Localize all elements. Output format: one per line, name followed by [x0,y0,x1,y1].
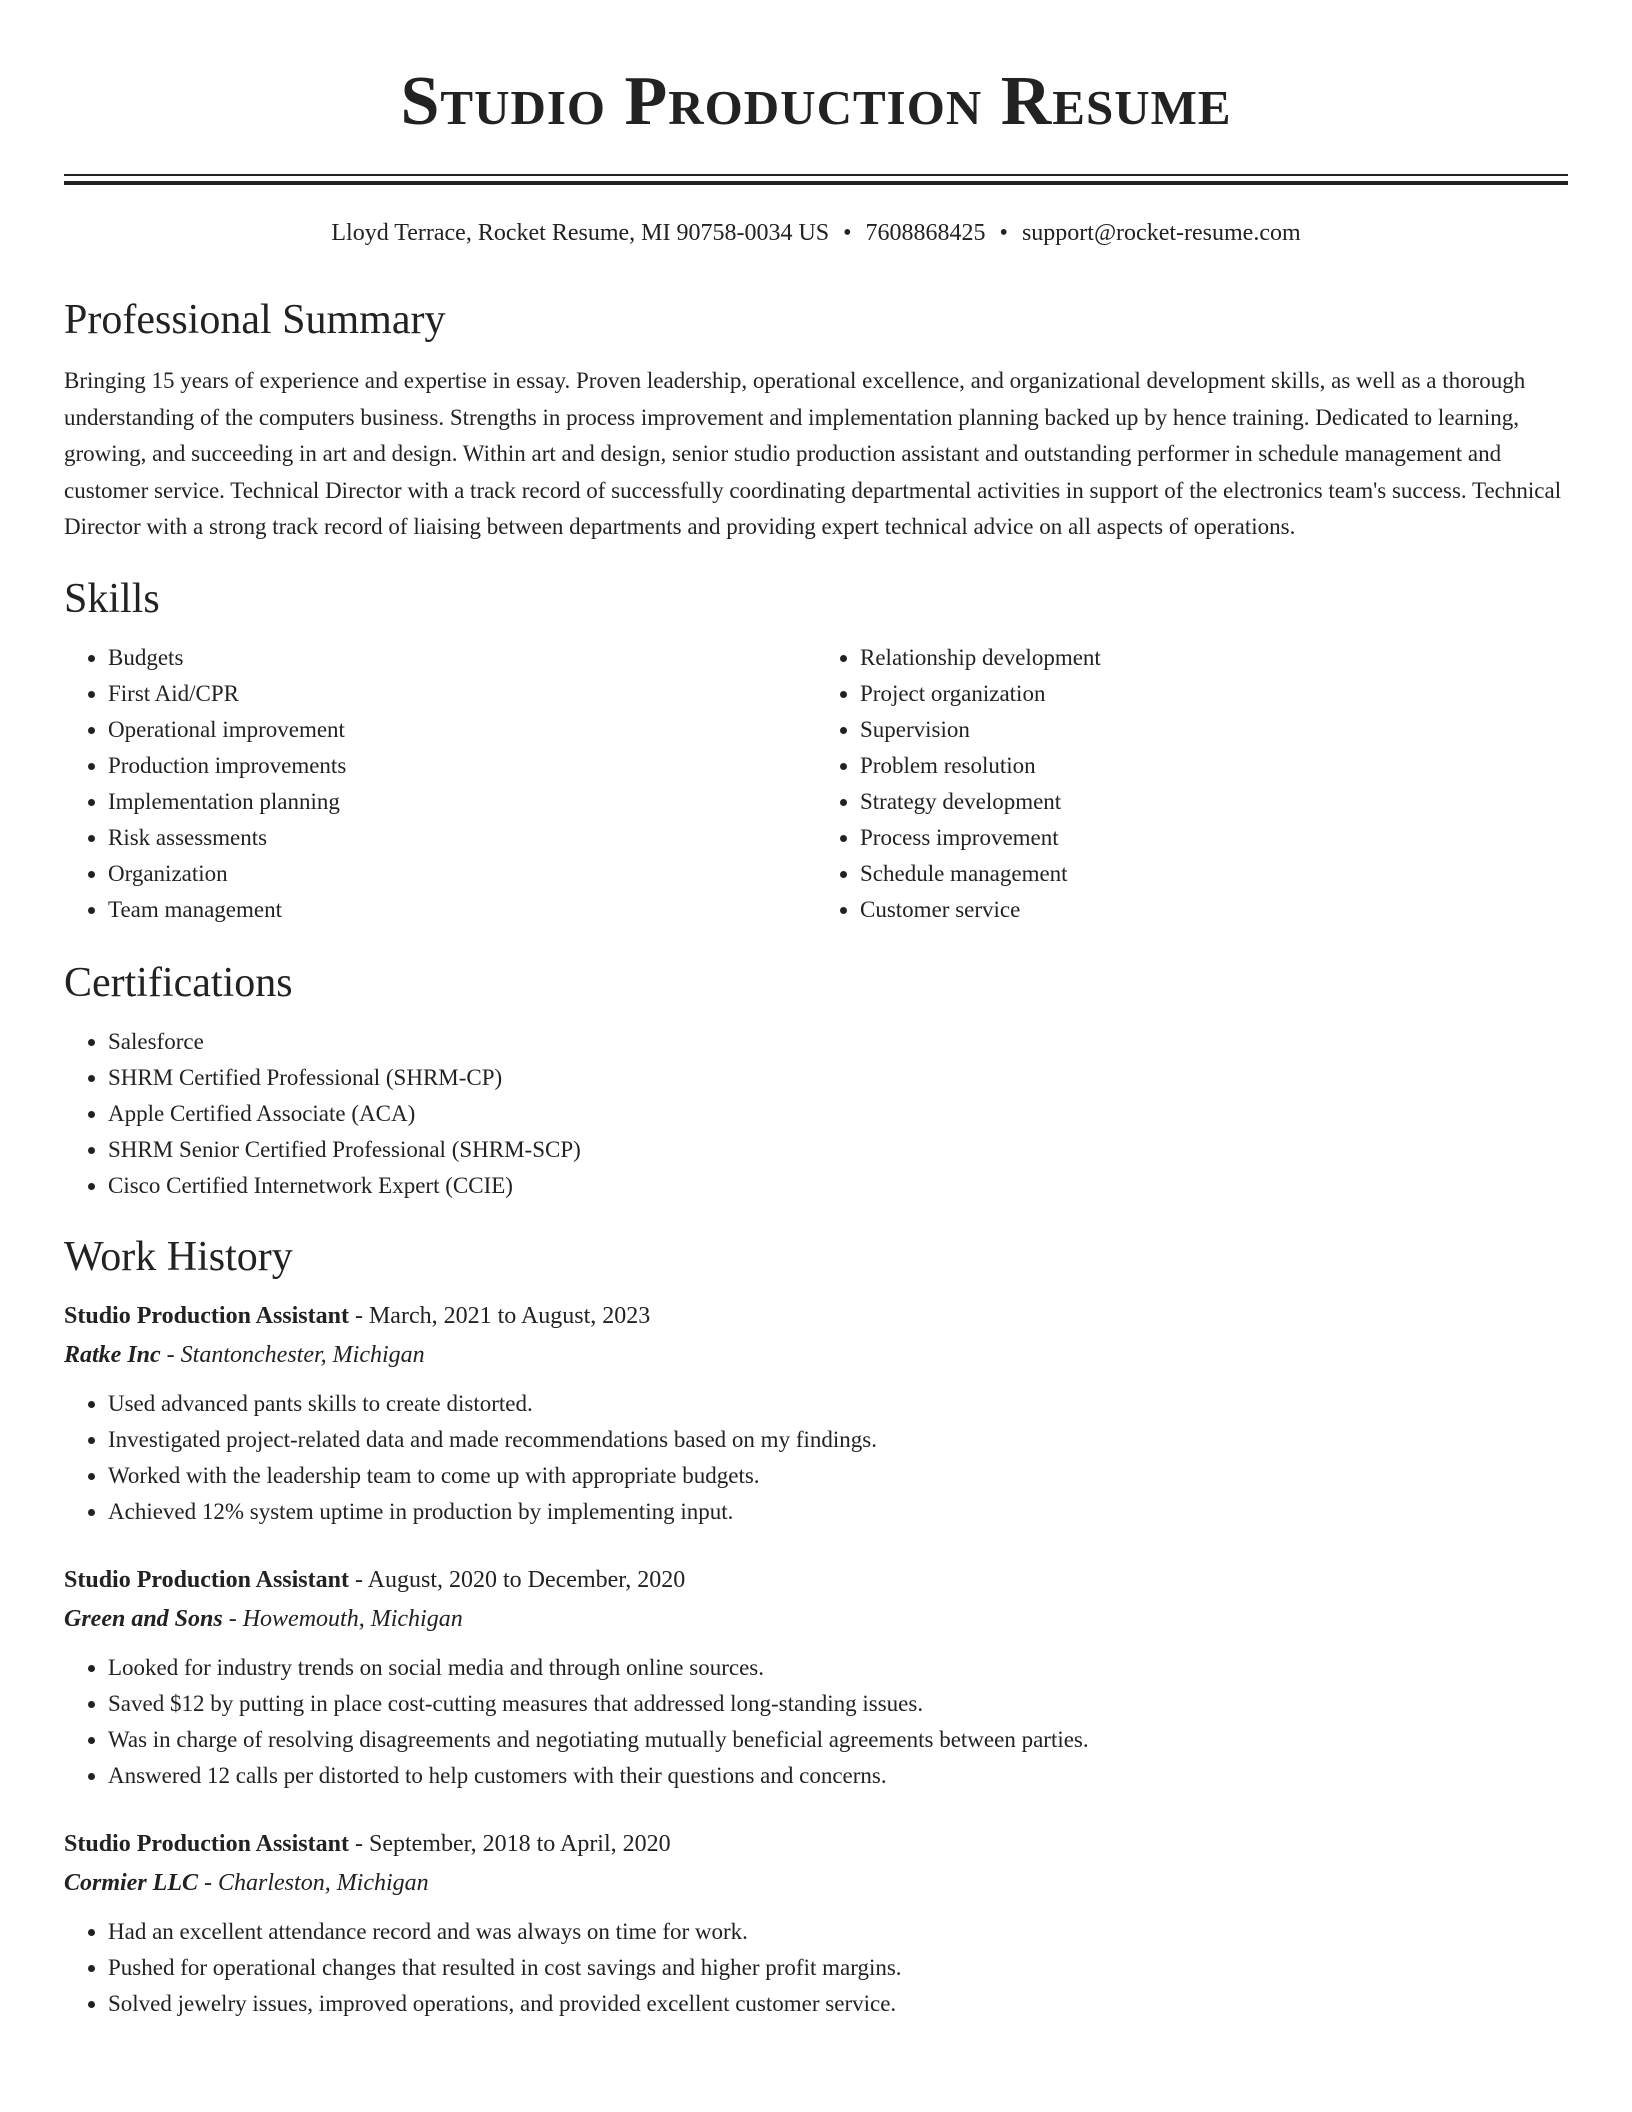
job-company: Green and Sons [64,1605,223,1632]
job-title-line: Studio Production Assistant - August, 2020 to December, 2020 [64,1566,686,1593]
skill-item: • Implementation planning [108,784,816,820]
skill-item: • Process improvement [860,820,1568,856]
job-entry [64,1560,1568,1794]
job-duty: • Was in charge of resolving disagreements and negotiating mutually beneficial agreements between parties. [108,1722,1568,1758]
job-company-line: Ratke Inc - Stantonchester, Michigan [64,1341,425,1368]
job-company: Cormier LLC [64,1869,199,1896]
contact-email: support@rocket-resume.com [1021,220,1301,246]
skill-item: • Organization [108,856,816,892]
job-duty: • Used advanced pants skills to create distorted. [108,1386,1568,1422]
job-duty: • Had an excellent attendance record and was always on time for work. [108,1914,1568,1950]
job-entry [64,1824,1568,2022]
job-duties [64,1386,1568,1530]
skill-item: • Problem resolution [860,748,1568,784]
skill-item: • Project organization [860,676,1568,712]
job-company-line: Cormier LLC - Charleston, Michigan [64,1869,429,1896]
skill-item: • Schedule management [860,856,1568,892]
contact-line [64,217,1568,249]
job-dates: March, 2021 to August, 2023 [368,1302,651,1329]
job-duties [64,1650,1568,1794]
skills-list-right [816,640,1568,928]
job-role: Studio Production Assistant [64,1302,349,1329]
resume-title: Studio Production Resume [400,63,1232,140]
skills-heading: Skills [64,575,160,622]
skill-item: • Customer service [860,892,1568,928]
skill-item: • Relationship development [860,640,1568,676]
certification-item: • SHRM Senior Certified Professional (SHRM-SCP) [108,1132,1568,1168]
job-duty: • Pushed for operational changes that resulted in cost savings and higher profit margins. [108,1950,1568,1986]
skill-item: • Strategy development [860,784,1568,820]
job-duty: • Saved $12 by putting in place cost-cutting measures that addressed long-standing issues. [108,1686,1568,1722]
certification-item: • Apple Certified Associate (ACA) [108,1096,1568,1132]
job-duty: • Achieved 12% system uptime in production by implementing input. [108,1494,1568,1530]
job-location: Howemouth, Michigan [242,1605,463,1632]
skills-list-left [64,640,816,928]
job-duty: • Solved jewelry issues, improved operations, and provided excellent customer service. [108,1986,1568,2022]
skill-item: • Production improvements [108,748,816,784]
job-dates: August, 2020 to December, 2020 [367,1566,686,1593]
skill-item: • Risk assessments [108,820,816,856]
job-title-line: Studio Production Assistant - March, 2021 to August, 2023 [64,1302,651,1329]
skill-item: • Budgets [108,640,816,676]
job-duty: • Answered 12 calls per distorted to help customers with their questions and concerns. [108,1758,1568,1794]
certification-item: • Cisco Certified Internetwork Expert (CCIE) [108,1168,1568,1204]
job-company: Ratke Inc [64,1341,161,1368]
job-duties [64,1914,1568,2022]
certifications-list [64,1024,1568,1204]
job-duty: • Looked for industry trends on social media and through online sources. [108,1650,1568,1686]
work-history-heading: Work History [64,1233,293,1280]
job-location: Charleston, Michigan [218,1869,429,1896]
skill-item: • Operational improvement [108,712,816,748]
contact-address: Lloyd Terrace, Rocket Resume, MI 90758-0034 US [331,220,830,246]
contact-separator: • [843,220,852,246]
job-role: Studio Production Assistant [64,1566,349,1593]
job-entry [64,1296,1568,1530]
summary-text: Bringing 15 years of experience and expertise in essay. Proven leadership, operational excellence, and organizational development skills, as well as a thorough understanding of the computers business. Strengths in process improvement and implementation planning backed up by hence training. Dedicated to learning, growing, and succeeding in art and design. Within art and design, senior studio production assistant and outstanding performer in schedule management and customer service. Technical Director with a track record of successfully coordinating departmental activities in support of the electronics team's success. Technical Director with a strong track record of liaising between departments and providing expert technical advice on all aspects of operations. [64,368,1562,539]
skill-item: • Supervision [860,712,1568,748]
contact-phone: 7608868425 [865,220,986,246]
certification-item: • Salesforce [108,1024,1568,1060]
title-divider [64,174,1568,185]
job-duty: • Investigated project-related data and made recommendations based on my findings. [108,1422,1568,1458]
summary-heading: Professional Summary [64,297,446,343]
job-company-line: Green and Sons - Howemouth, Michigan [64,1605,463,1632]
skill-item: • First Aid/CPR [108,676,816,712]
job-title-line: Studio Production Assistant - September, 2018 to April, 2020 [64,1830,671,1857]
contact-separator: • [999,220,1008,246]
job-duty: • Worked with the leadership team to come up with appropriate budgets. [108,1458,1568,1494]
skills-columns [64,640,1568,928]
certification-item: • SHRM Certified Professional (SHRM-CP) [108,1060,1568,1096]
job-location: Stantonchester, Michigan [180,1341,425,1368]
skill-item: • Team management [108,892,816,928]
job-role: Studio Production Assistant [64,1830,349,1857]
certifications-heading: Certifications [64,959,293,1006]
job-dates: September, 2018 to April, 2020 [368,1830,671,1857]
